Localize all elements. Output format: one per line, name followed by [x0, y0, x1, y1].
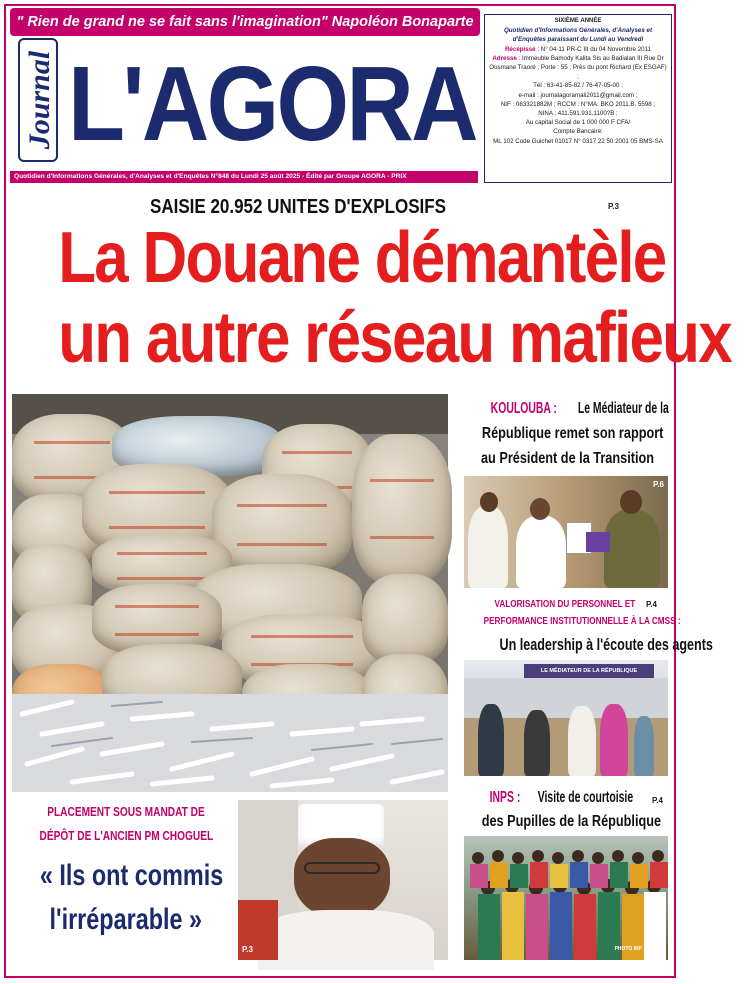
- headline-line-2: un autre réseau mafieux: [58, 298, 732, 378]
- info-nina: NINA : 411.591.931.1100?B ;: [538, 110, 618, 118]
- main-headline: [12, 218, 732, 390]
- portrait-face: [294, 838, 390, 918]
- bottom-kicker-b: DÉPÔT DE L'ANCIEN PM CHOGUEL: [39, 828, 213, 843]
- info-compte: Compte Bancaire:: [553, 128, 603, 136]
- info-subtitle: Quotidien d'Informations Générales, d'Analyses et d'Enquêtes paraissant du Lundi au Vendredi: [503, 27, 653, 44]
- story2-kicker-b: PERFORMANCE INSTITUTIONNELLE À LA CMSS :: [483, 616, 681, 627]
- info-tel: Tél : 63-41-85-82 / 76-47-05-00 ;: [533, 82, 623, 90]
- story2-page-ref: P.4: [646, 600, 657, 609]
- portrait-robe: [258, 910, 434, 970]
- headline-line-1: La Douane démantèle: [58, 218, 666, 298]
- story3-group-figures: [464, 836, 668, 960]
- info-adresse-value: : Immeuble Bamody Kalita Sis au Badialan III Rue Dr Ousmane Traoré ; Porte : 55 ; Près du pont Richard (Ex ESGAF) ;: [489, 54, 667, 81]
- main-page-ref: P.3: [608, 202, 619, 211]
- info-year: SIXIÈME ANNÉE: [554, 18, 602, 24]
- story3-headline: [462, 786, 668, 836]
- bottom-kicker: [14, 800, 238, 850]
- bottom-kicker-a: PLACEMENT SOUS MANDAT DE: [47, 804, 205, 819]
- story2-title: Un leadership à l'écoute des agents: [499, 635, 713, 654]
- info-recepisse-value: : N° 04-11 PR-C III du 04 Novembre 2011: [537, 45, 652, 53]
- choguel-portrait: [238, 800, 448, 960]
- story1-title-c: au Président de la Transition: [480, 450, 655, 467]
- masthead-quote: " Rien de grand ne se fait sans l'imagination" Napoléon Bonaparte: [10, 8, 480, 36]
- story1-photo: [464, 476, 668, 588]
- sack: [362, 574, 448, 664]
- story3-kicker: INPS :: [489, 789, 521, 806]
- info-capital: Au capital Social de 1 000 000 F CFA/: [525, 119, 631, 127]
- story1-title-b: République remet son rapport: [481, 425, 664, 442]
- story3-title-b: des Pupilles de la République: [481, 813, 662, 830]
- sack: [352, 434, 452, 584]
- logo-journal-badge: [16, 42, 64, 166]
- story1-headline: [462, 396, 668, 472]
- story3-photo: [464, 836, 668, 960]
- story1-title-a: Le Médiateur de la: [577, 400, 669, 417]
- info-nif: NIF : 083321882M ; RCCM : N°MA. BKO 2011.B. 5598 ;: [500, 100, 656, 108]
- info-recepisse-label: Récépissé: [504, 45, 536, 53]
- story3-page-ref: P.4: [652, 796, 663, 805]
- bottom-page-ref: P.3: [242, 945, 253, 954]
- main-photo-sacks: [12, 394, 448, 792]
- story2-headline: [462, 632, 713, 658]
- masthead-slogan: Quotidien d'Informations Générales, d'Analyses et d'Enquêtes N°848 du Lundi 25 août 2025 - Édité par Groupe AGORA - PRIX: [10, 171, 478, 183]
- detonator-sticks: [12, 694, 448, 792]
- info-ml: ML 102 Code Guichet 01017 N° 0317 22 50 2001 05 BMS-SA: [493, 137, 663, 145]
- info-email: e-mail : journalagoramali2011@gmail.com ;: [518, 91, 638, 99]
- story3-title-a: Visite de courtoisie: [537, 789, 634, 806]
- info-adresse-label: Adresse: [492, 54, 517, 62]
- newspaper-logo: L'AGORA: [68, 45, 476, 163]
- story2-building-sign: LE MÉDIATEUR DE LA RÉPUBLIQUE: [524, 664, 654, 678]
- portrait-glasses: [304, 862, 380, 874]
- logo-journal-text: Journal: [18, 38, 58, 162]
- bottom-quote-headline: [14, 854, 238, 964]
- main-kicker: SAISIE 20.952 UNITES D'EXPLOSIFS: [150, 196, 446, 218]
- story3-photo-credit: PHOTO INP: [614, 946, 642, 952]
- story2-photo: [464, 660, 668, 776]
- story1-page-ref: P.6: [653, 480, 664, 489]
- info-recepisse: [488, 45, 668, 54]
- story3-photo-page-ref: P.4: [654, 945, 665, 954]
- story2-kicker: [462, 596, 681, 630]
- story2-kicker-a: VALORISATION DU PERSONNEL ET: [494, 599, 636, 610]
- publication-info-box: [484, 14, 672, 183]
- info-adresse: [488, 54, 668, 82]
- bottom-quote-a: « Ils ont commis: [39, 859, 224, 892]
- story1-kicker: KOULOUBA :: [490, 400, 557, 417]
- bottom-quote-b: l'irréparable »: [49, 903, 203, 936]
- sack: [212, 474, 352, 574]
